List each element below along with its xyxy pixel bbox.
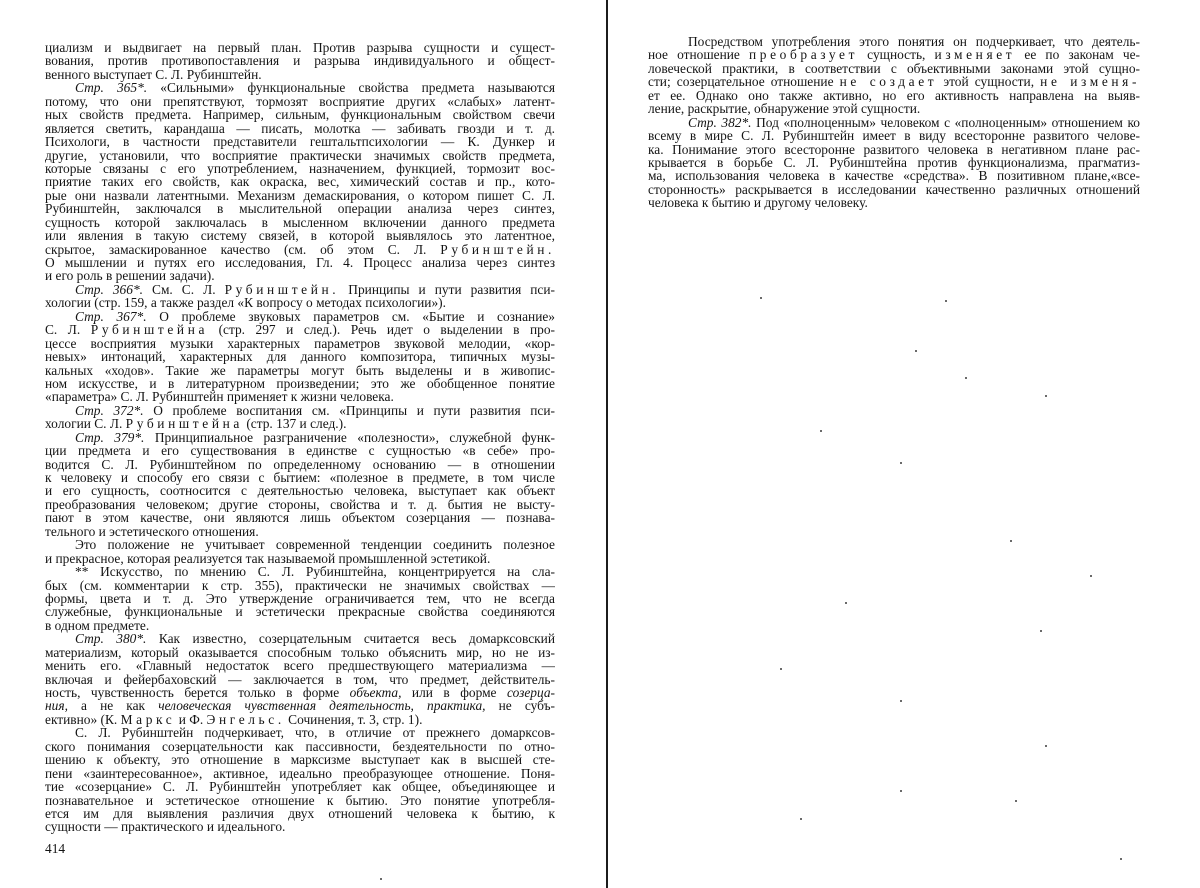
italic-text: Стр. 372*. — [75, 402, 144, 418]
text-line: или явления в такую систему связей, в которой выявлялось это латентное, — [45, 228, 555, 244]
text-line: «параметра» С. Л. Рубинштейн применяет к жизни человека. — [45, 389, 394, 405]
paragraph — [648, 116, 1140, 210]
scan-speck — [965, 377, 967, 379]
text-line: пени «заинтересованное», активное, идеально преобразующее отношение. Поня- — [45, 765, 555, 781]
text-line: менить его. «Главный недостаток всего предшествующего материализма — — [45, 658, 555, 674]
text-line: ление, раскрытие, обнаружение этой сущности. — [648, 101, 921, 117]
text-line: сторонность» раскрывается в исследовании качественно различных отношений — [648, 181, 1140, 197]
text-line: к человеку и способу его связи с бытием: «полезное в предмете, в том числе — [45, 470, 555, 485]
paragraph — [45, 431, 555, 539]
italic-text: объекта, — [349, 685, 402, 700]
scan-speck — [1015, 800, 1017, 802]
spaced-emphasis-text: Рубинштейн. — [224, 281, 340, 297]
text-line: другие, установили, что восприятие практически значимых свойств предмета, — [45, 147, 555, 163]
text-line: Посредством употребления этого понятия он подчеркивает, что деятель- — [688, 35, 1140, 49]
text-line — [45, 323, 555, 336]
text-line — [45, 417, 555, 430]
italic-text: Стр. 365*. — [75, 80, 148, 96]
paragraph — [45, 726, 555, 834]
text-line: Рубинштейн, заключался в мыслительной операции анализа через синтез, — [45, 201, 555, 217]
text-run: Принципиальное разграничение «полезности», служебной функ- — [144, 429, 555, 445]
text-line: О мышлении и путях его исследования, Гл. 4. Процесс анализа через синтез — [45, 255, 555, 270]
text-run: этой сущности, — [937, 74, 1041, 90]
text-run: (стр. 297 и след.). Речь идет о выделении в про- — [208, 322, 555, 338]
paragraph — [45, 404, 555, 431]
text-line: служебные, функциональные и эстетически прекрасные свойства соединяются — [45, 604, 555, 620]
text-line: ** Искусство, по мнению С. Л. Рубинштейна, концентрируется на сла- — [75, 564, 555, 580]
spaced-emphasis-text: не изменя- — [1040, 74, 1140, 90]
text-line — [45, 632, 555, 645]
scan-speck — [780, 668, 782, 670]
text-line: ет ее. Однако оно также активно, но его активность направлена на выяв- — [648, 87, 1140, 103]
spaced-emphasis-text: Рубинштейна — [125, 416, 243, 432]
text-run: или в форме — [401, 685, 507, 700]
scan-speck — [1045, 745, 1047, 747]
scan-speck — [800, 818, 802, 820]
text-line: включая и фейербаховский — заключается в том, что предмет, действитель- — [45, 671, 555, 687]
text-run: а не как — [67, 698, 159, 714]
text-line: ского понимания созерцательности как пассивности, бездеятельности по отно- — [45, 738, 555, 754]
text-line: ма, использования человека в качестве «средства». В позитивном плане,«все- — [648, 168, 1140, 184]
text-line: цессе восприятия музыки характерных параметров звуковой мелодии, «кор- — [45, 335, 555, 351]
italic-text: Стр. 382*. — [688, 114, 752, 130]
text-line: ка. Понимание этого всесторонне развитого человека в негативном плане рас- — [648, 141, 1140, 157]
text-line: и прекрасное, которая реализуется так называемой промышленной эстетикой. — [45, 550, 491, 566]
text-line: приятие таких его свойств, как окраска, вес, химический состав и пр., кото- — [45, 174, 555, 190]
text-run: ность, чувственность берется только в форме — [45, 685, 350, 700]
text-line — [45, 310, 555, 323]
text-run: сти; созерцательное отношение — [648, 74, 840, 90]
text-line: бых (см. комментарии к стр. 355), практически не значимых свойствах — — [45, 577, 555, 593]
text-line: сущности — практического и идеального. — [45, 819, 286, 835]
text-line: человека к бытию и другому человеку. — [648, 195, 868, 211]
text-run: и Ф. — [175, 711, 207, 727]
italic-text: Стр. 366*. — [75, 281, 143, 297]
paragraph — [45, 41, 555, 81]
scan-speck — [820, 430, 822, 432]
text-line — [648, 75, 1140, 88]
italic-text: Стр. 380*. — [75, 631, 147, 647]
scan-speck — [1120, 858, 1122, 860]
paragraph — [45, 81, 555, 283]
text-run: не субъ- — [485, 698, 555, 714]
scan-speck — [1010, 540, 1012, 542]
paragraph — [45, 538, 555, 565]
right-page-text — [648, 35, 1140, 225]
spaced-emphasis-text: Маркс — [120, 711, 176, 727]
text-line: ции предмета и его существования в единстве с сущностью «в себе» про- — [45, 443, 555, 459]
text-line: крывается в борьбе С. Л. Рубинштейна против функционализма, прагматиз- — [648, 154, 1140, 170]
text-line: шению к объекту, это отношение в марксизме выступает как в высшей сте- — [45, 752, 555, 768]
text-line: формы, цвета и т. д. Это утверждение ограничивается тем, что не всегда — [45, 590, 555, 606]
text-line — [45, 81, 555, 94]
text-run: Сочинения, т. 3, стр. 1). — [284, 711, 423, 727]
text-run: Под «полноценным» человеком с «полноценным» отношением ко — [751, 114, 1140, 130]
text-line: венного выступает С. Л. Рубинштейн. — [45, 66, 262, 82]
text-line: водится С. Л. Рубинштейном по определенному основанию — в отношении — [45, 456, 555, 472]
text-line: и его роль в решении задачи). — [45, 268, 215, 284]
book-gutter-line — [606, 0, 608, 888]
text-line: преобразования человеком; другие стороны, свойства и т. д. бытия не высту- — [45, 496, 555, 512]
text-run: хологии С. Л. — [45, 416, 126, 432]
scan-speck — [760, 297, 762, 299]
paragraph — [45, 283, 555, 310]
text-line — [45, 243, 555, 256]
spaced-emphasis-text: Энгельс. — [206, 711, 285, 727]
text-run: См. С. Л. — [143, 281, 225, 297]
italic-text: Стр. 367*. — [75, 308, 147, 324]
text-line: ном искусстве, и в литературном произведении; это же обобщенное понятие — [45, 375, 555, 391]
text-line: ловеческой практики, в соответствии с объективными законами этой сущно- — [648, 60, 1140, 76]
text-line — [648, 48, 1140, 61]
paragraph — [45, 565, 555, 632]
scan-speck — [900, 462, 902, 464]
text-line — [45, 713, 555, 726]
text-line — [45, 404, 555, 417]
text-line: потому, что они препятствуют, тормозят восприятие других «слабых» латент- — [45, 93, 555, 109]
text-line — [45, 431, 555, 444]
text-run: ективно» (К. — [45, 711, 121, 727]
text-line — [45, 283, 555, 296]
scan-speck — [945, 300, 947, 302]
scan-speck — [845, 602, 847, 604]
text-line: которые связаны с его употреблением, назначением, функцией, тормозит вос- — [45, 160, 555, 176]
paragraph — [45, 632, 555, 726]
text-line: всему в мире С. Л. Рубинштейн имеет в виду всесторонне развитого челове- — [648, 128, 1140, 144]
spaced-emphasis-text: Рубинштейна — [90, 322, 209, 338]
text-run: сущность, — [858, 47, 935, 63]
text-line: ных свойств предмета. Например, сильным, функциональным свойством свечи — [45, 107, 555, 123]
text-line: познавательное и эстетическое отношение к бытию. Это понятие употребля- — [45, 792, 555, 808]
text-line: ется им для выявления различия двух отношений человека к бытию, к — [45, 805, 555, 821]
page-number: 414 — [45, 841, 66, 856]
text-line: тие «созерцание» С. Л. Рубинштейн употребляет как общее, объединяющее и — [45, 779, 555, 795]
text-run: ное отношение — [648, 47, 749, 63]
text-run: скрытое, замаскированное качество (см. об этом С. Л. — [45, 241, 441, 257]
text-line: тельного и эстетического отношения. — [45, 523, 259, 539]
text-run: ее по законам че- — [1015, 47, 1140, 63]
text-line: циализм и выдвигает на первый план. Против разрыва сущности и сущест- — [45, 41, 555, 55]
text-line: является светить, карандаша — писать, молотка — забивать гвозди и т. д. — [45, 120, 555, 136]
scan-speck — [900, 700, 902, 702]
text-run: Как известно, созерцательным считается весь домарксовский — [146, 631, 555, 647]
paragraph — [45, 310, 555, 404]
text-run: С. Л. — [45, 322, 91, 338]
text-line: рые они назвали латентными. Механизм демаскирования, о котором пишет С. Л. — [45, 187, 555, 203]
italic-text: Стр. 379*. — [75, 429, 145, 445]
text-line: сущность которой заключалась в мысленном включении данного предмета — [45, 214, 555, 230]
text-line: в одном предмете. — [45, 617, 150, 633]
text-line: и его сущность, соотносится с деятельностью человека, выступает как объект — [45, 483, 555, 499]
text-line: Это положение не учитывает современной тенденции соединить полезное — [75, 537, 555, 553]
text-line: материализм, который оказывается способным только объяснить мир, но не из- — [45, 644, 555, 660]
text-run: О проблеме звуковых параметров см. «Бытие и сознание» — [146, 308, 555, 324]
scan-speck — [1045, 395, 1047, 397]
spaced-emphasis-text: изменяет — [934, 47, 1016, 63]
italic-text: ния, — [45, 698, 68, 714]
text-run: Принципы и пути развития пси- — [339, 281, 555, 297]
scan-speck — [915, 350, 917, 352]
text-line — [45, 686, 555, 699]
scan-speck — [1090, 575, 1092, 577]
paragraph — [648, 35, 1140, 116]
text-line: хологии (стр. 159, а также раздел «К вопросу о методах психологии»). — [45, 295, 446, 311]
italic-text: созерца- — [506, 685, 555, 700]
text-line — [648, 116, 1140, 129]
scan-speck — [900, 790, 902, 792]
text-line — [45, 699, 555, 712]
text-run: (стр. 137 и след.). — [242, 416, 347, 432]
text-line: невых» интонаций, характерных для данного композитора, типичных музы- — [45, 349, 555, 365]
text-run: О проблеме воспитания см. «Принципы и пути развития пси- — [143, 402, 555, 418]
spaced-emphasis-text: преобразует — [748, 47, 859, 63]
scan-speck — [380, 878, 382, 880]
text-line: кальных «ходов». Такие же параметры могут быть выделены и в живопис- — [45, 362, 555, 378]
italic-text: человеческая чувственная деятельность, практика, — [158, 698, 486, 714]
scan-speck — [1040, 630, 1042, 632]
spaced-emphasis-text: не создает — [839, 74, 938, 90]
spaced-emphasis-text: Рубинштейн. — [440, 241, 555, 257]
text-line: С. Л. Рубинштейн подчеркивает, что, в отличие от прежнего домарксов- — [75, 725, 555, 741]
text-line: пают в этом качестве, они являются лишь объектом созерцания — познава- — [45, 510, 555, 526]
left-page-text — [45, 41, 555, 841]
text-line: вования, против противопоставления и разрыва индивидуального и общест- — [45, 53, 555, 69]
text-run: «Сильными» функциональные свойства предмета называются — [147, 80, 555, 96]
text-line: Психологи, в частности представители гештальтпсихологии — К. Дункер и — [45, 134, 555, 150]
